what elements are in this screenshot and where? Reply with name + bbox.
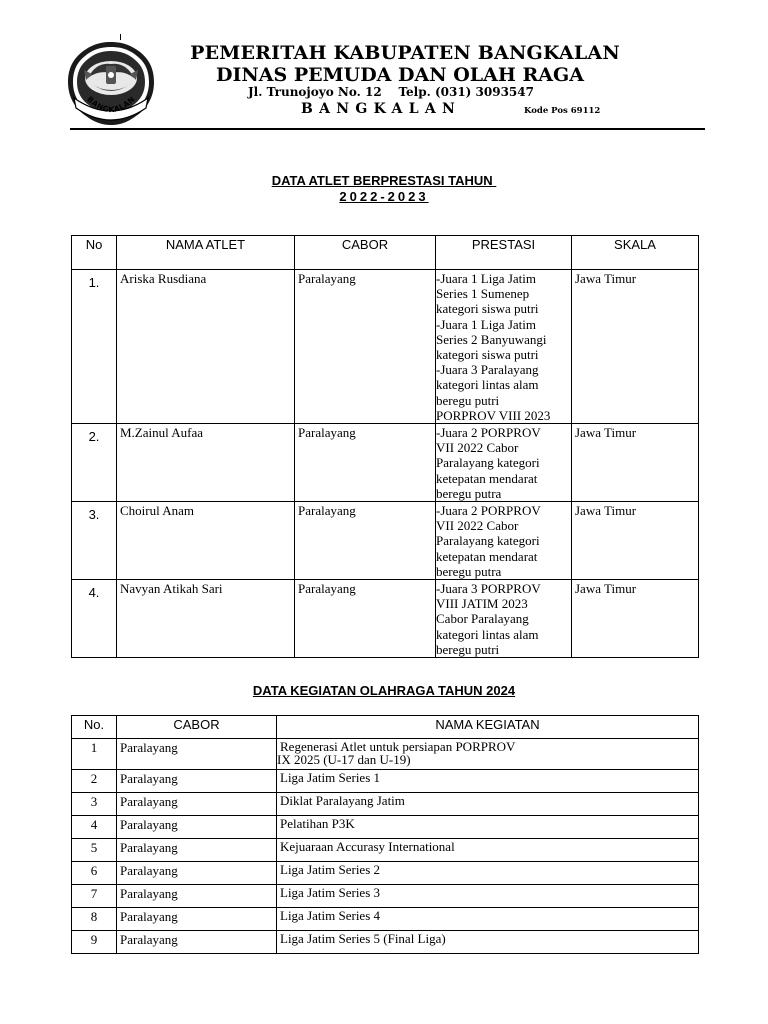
row-number: 6 (72, 862, 117, 885)
row-number: 4. (72, 580, 117, 658)
row-number: 3. (72, 502, 117, 580)
achievement-line: -Juara 1 Liga Jatim (436, 271, 536, 286)
col-header-no: No. (72, 716, 117, 739)
row-number: 7 (72, 885, 117, 908)
table-row (72, 839, 699, 862)
achievement-line: VII 2022 Cabor (436, 518, 519, 534)
postal-code: Kode Pos 69112 (524, 106, 601, 116)
sport-branch: Paralayang (117, 816, 277, 839)
table-row (72, 580, 699, 658)
sport-branch: Paralayang (295, 580, 436, 658)
athlete-table-header (72, 236, 699, 270)
row-number: 8 (72, 908, 117, 931)
achievement-line: -Juara 2 PORPROV (436, 425, 541, 441)
athlete-section-period: 2022-2023 (339, 189, 429, 204)
activity-line: Liga Jatim Series 3 (280, 885, 381, 900)
col-header-no: No (72, 236, 117, 270)
activity-line: Liga Jatim Series 2 (280, 862, 381, 877)
letterhead (0, 0, 768, 140)
athlete-name: Choirul Anam (117, 502, 295, 580)
activity-line: Liga Jatim Series 5 (Final Liga) (280, 931, 446, 946)
org-line-1: PEMERITAH KABUPATEN BANGKALAN (190, 42, 620, 64)
table-row (72, 862, 699, 885)
achievement-line: kategori lintas alam (436, 377, 539, 393)
row-number: 3 (72, 793, 117, 816)
row-number: 1 (72, 739, 117, 770)
achievement-line: kategori siswa putri (436, 301, 539, 317)
table-row (72, 770, 699, 793)
table-row (72, 908, 699, 931)
achievement-line: beregu putri (436, 641, 500, 657)
activity-line: Diklat Paralayang Jatim (280, 793, 405, 808)
table-row (72, 739, 699, 770)
achievement-line: -Juara 2 PORPROV (436, 503, 541, 519)
sport-branch: Paralayang (117, 885, 277, 908)
achievement-line: kategori siswa putri (436, 347, 539, 363)
scale: Jawa Timur (572, 502, 699, 580)
achievement-line: -Juara 3 PORPROV (436, 581, 541, 597)
achievement-line: Cabor Paralayang (436, 611, 529, 627)
achievement-line: Paralayang kategori (436, 533, 540, 549)
achievement-line: -Juara 3 Paralayang (436, 362, 539, 378)
col-header-kegiatan: NAMA KEGIATAN (277, 716, 699, 739)
address: Jl. Trunojoyo No. 12 Telp. (031) 3093547 (248, 85, 534, 99)
athlete-name: M.Zainul Aufaa (117, 424, 295, 502)
activity-name (277, 839, 699, 862)
achievement-line: Paralayang kategori (436, 455, 540, 471)
sport-branch: Paralayang (117, 908, 277, 931)
table-row (72, 270, 699, 424)
header-rule (70, 128, 705, 130)
table-row (72, 931, 699, 954)
achievement (436, 270, 572, 424)
achievement (436, 580, 572, 658)
athlete-section-title: DATA ATLET BERPRESTASI TAHUN (271, 173, 497, 188)
achievement-line: Series 2 Banyuwangi (436, 331, 547, 347)
achievement-line: beregu putri (436, 392, 500, 408)
sport-branch: Paralayang (117, 862, 277, 885)
sport-branch: Paralayang (117, 839, 277, 862)
achievement (436, 502, 572, 580)
table-row (72, 424, 699, 502)
sport-branch: Paralayang (117, 770, 277, 793)
achievement-line: kategori lintas alam (436, 626, 539, 642)
sport-branch: Paralayang (117, 793, 277, 816)
table-row (72, 793, 699, 816)
col-header-cabor: CABOR (117, 716, 277, 739)
activity-name (277, 770, 699, 793)
scale: Jawa Timur (572, 580, 699, 658)
col-header-skala: SKALA (572, 236, 699, 270)
city: BANGKALAN (301, 101, 462, 117)
sport-branch: Paralayang (295, 270, 436, 424)
row-number: 2 (72, 770, 117, 793)
table-row (72, 502, 699, 580)
activity-line: Kejuaraan Accurasy International (280, 839, 455, 854)
row-number: 1. (72, 270, 117, 424)
row-number: 4 (72, 816, 117, 839)
achievement-line: ketepatan mendarat (436, 470, 538, 486)
activity-name (277, 908, 699, 931)
org-line-2: DINAS PEMUDA DAN OLAH RAGA (216, 64, 584, 86)
activity-line: Liga Jatim Series 1 (280, 770, 381, 785)
achievement-line: Series 1 Sumenep (436, 286, 530, 302)
achievement-line: -Juara 1 Liga Jatim (436, 316, 536, 332)
activity-line: IX 2025 (U-17 dan U-19) (277, 752, 411, 767)
achievement-line: VII 2022 Cabor (436, 440, 519, 456)
activity-name (277, 793, 699, 816)
activity-table-header (72, 716, 699, 739)
achievement-line: beregu putra (436, 485, 502, 501)
activity-line: Liga Jatim Series 4 (280, 908, 381, 923)
table-row (72, 816, 699, 839)
athlete-name: Navyan Atikah Sari (117, 580, 295, 658)
row-number: 5 (72, 839, 117, 862)
activity-name (277, 931, 699, 954)
scale: Jawa Timur (572, 424, 699, 502)
achievement-line: VIII JATIM 2023 (436, 596, 528, 612)
achievement (436, 424, 572, 502)
row-number: 9 (72, 931, 117, 954)
scale: Jawa Timur (572, 270, 699, 424)
athlete-table (71, 235, 699, 658)
activity-name (277, 862, 699, 885)
sport-branch: Paralayang (295, 502, 436, 580)
activity-name (277, 739, 699, 770)
achievement-line: ketepatan mendarat (436, 548, 538, 564)
achievement-line: PORPROV VIII 2023 (436, 407, 551, 423)
logo-text: BANGKALAN (85, 94, 137, 115)
row-number: 2. (72, 424, 117, 502)
activity-name (277, 816, 699, 839)
activity-line: Regenerasi Atlet untuk persiapan PORPROV (280, 739, 516, 754)
achievement-line: beregu putra (436, 563, 502, 579)
activity-table (71, 715, 699, 954)
col-header-name: NAMA ATLET (117, 236, 295, 270)
table-row (72, 885, 699, 908)
sport-branch: Paralayang (117, 931, 277, 954)
athlete-name: Ariska Rusdiana (117, 270, 295, 424)
sport-branch: Paralayang (295, 424, 436, 502)
activity-name (277, 885, 699, 908)
sport-branch: Paralayang (117, 739, 277, 770)
activity-line: Pelatihan P3K (280, 816, 355, 831)
col-header-prestasi: PRESTASI (436, 236, 572, 270)
activity-section-title: DATA KEGIATAN OLAHRAGA TAHUN 2024 (252, 683, 516, 698)
col-header-cabor: CABOR (295, 236, 436, 270)
